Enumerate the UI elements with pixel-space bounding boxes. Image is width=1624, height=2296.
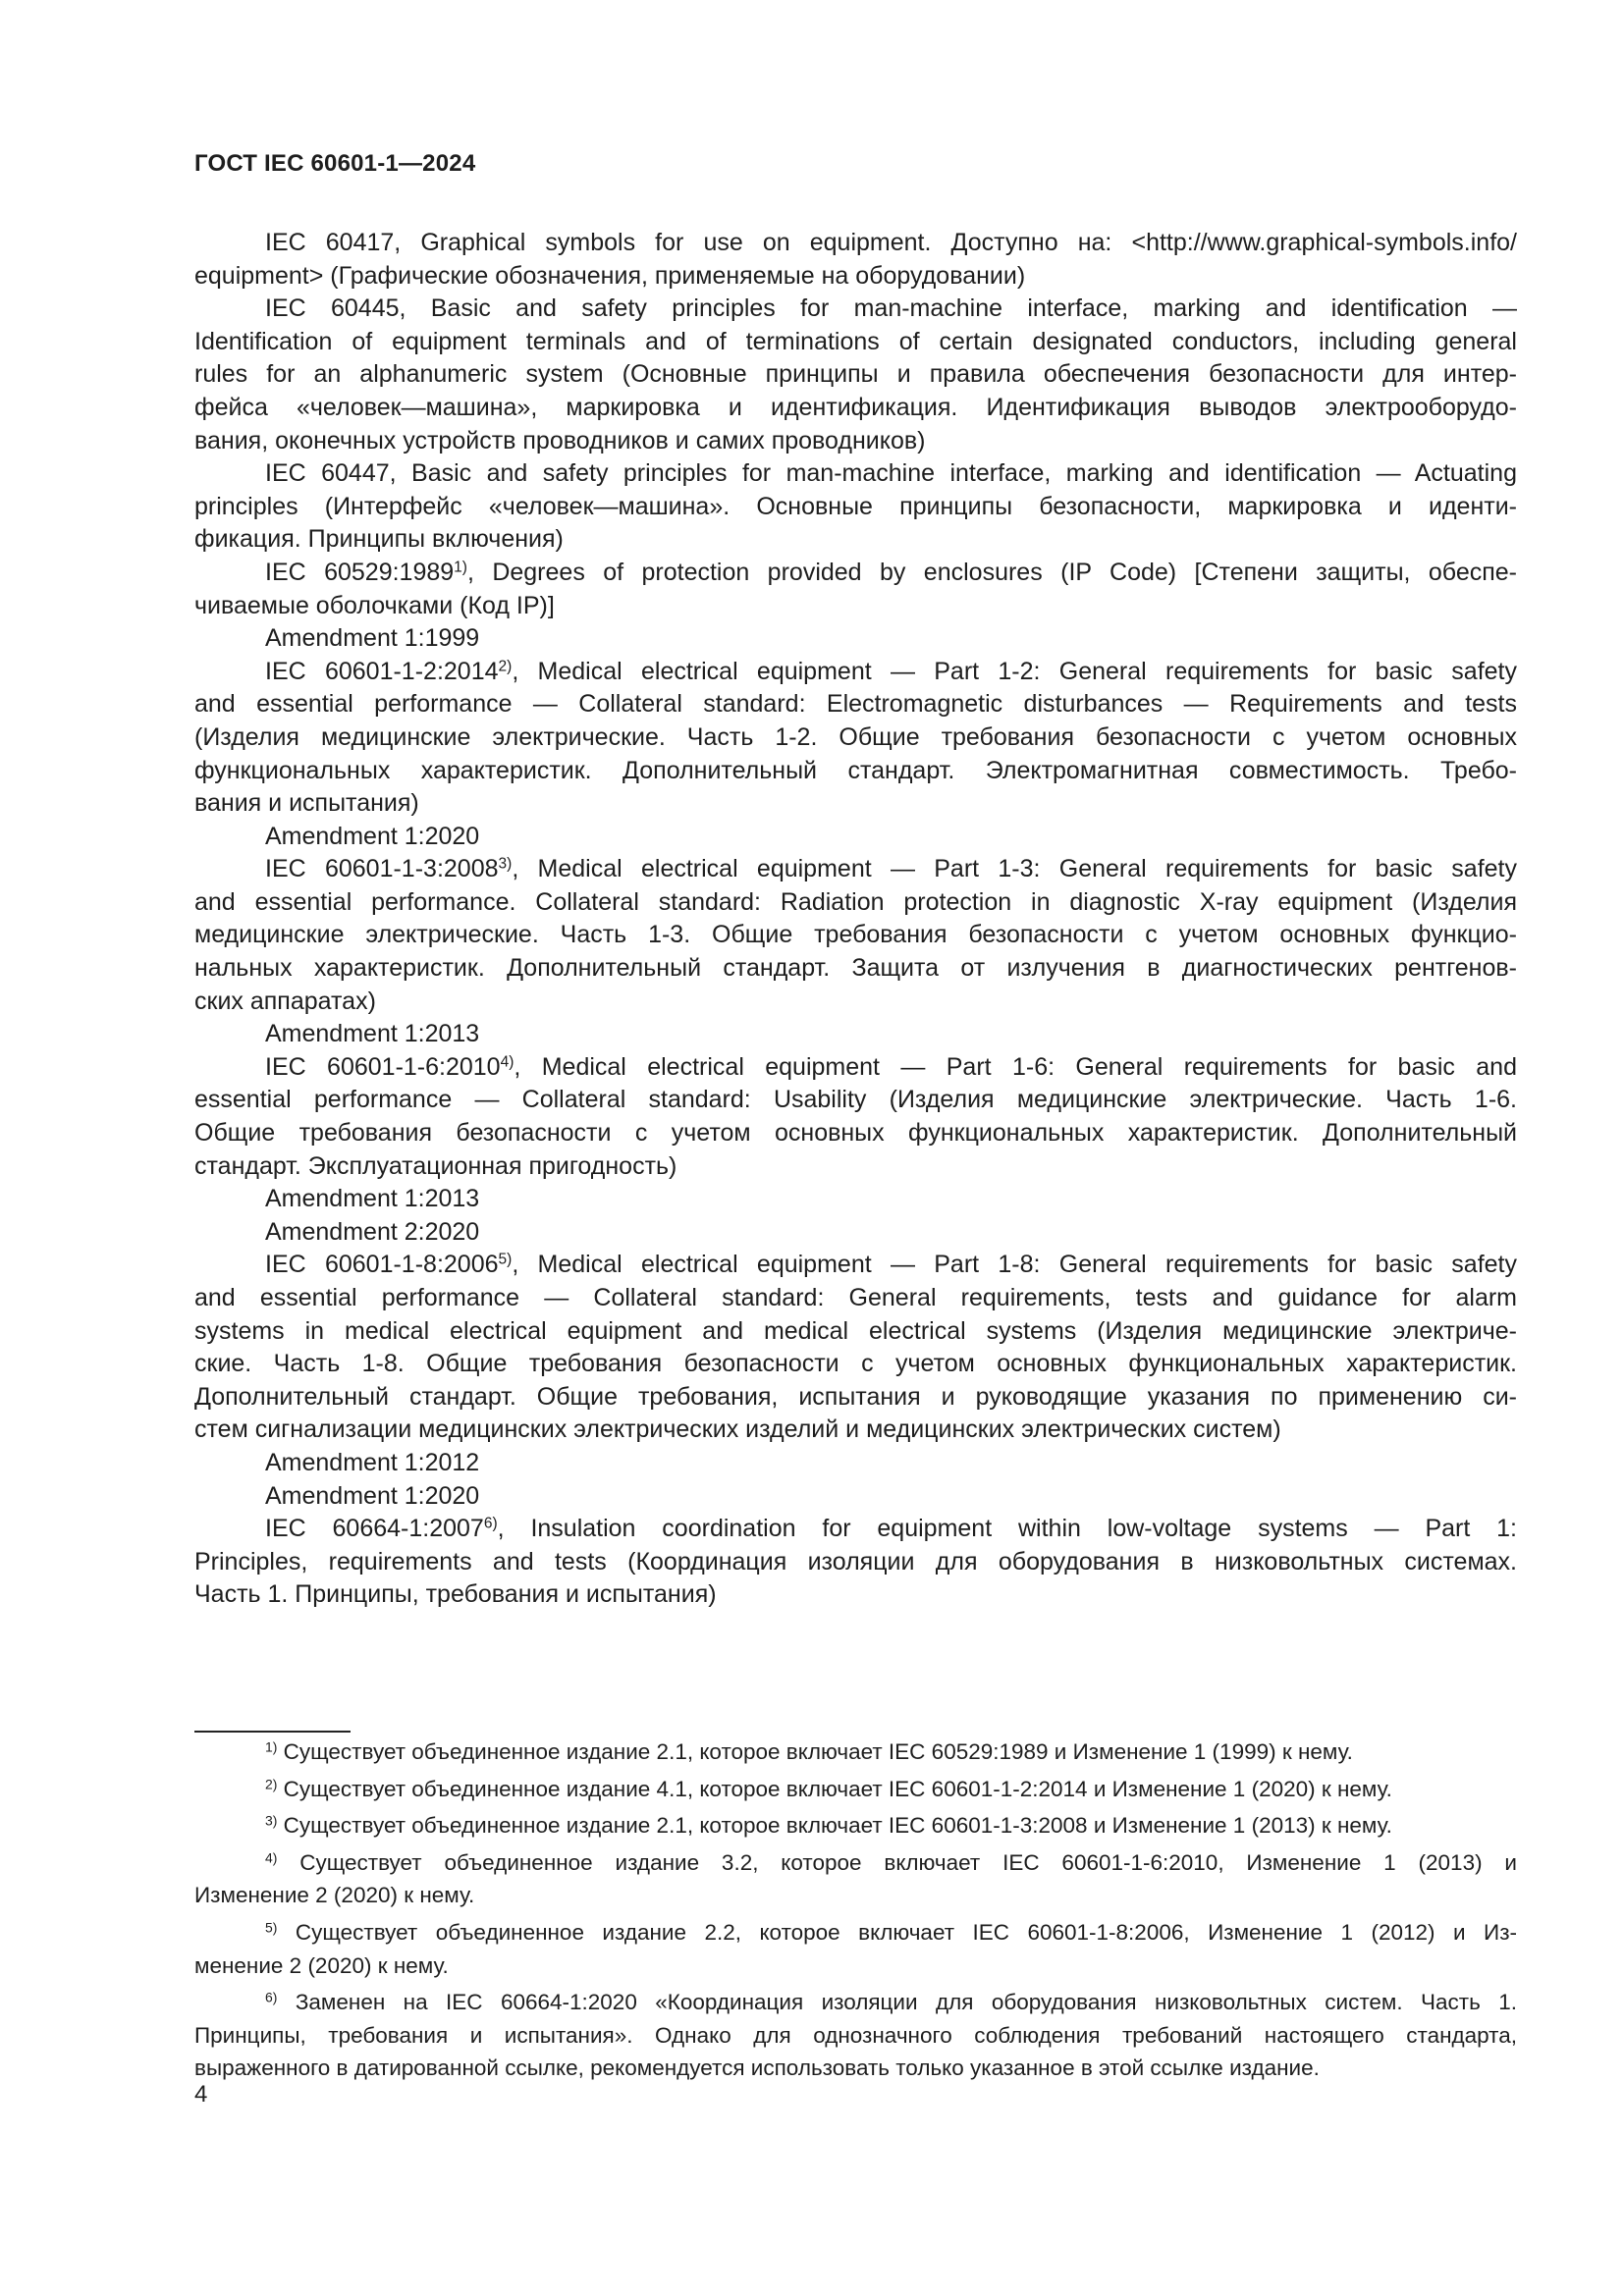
text-line: функциональных характеристик. Дополнительный стандарт. Электромагнитная совместимость. Требо- <box>194 756 1517 784</box>
text-line: Amendment 1:2012 <box>265 1448 480 1476</box>
reference-paragraph <box>194 1249 1517 1447</box>
text-segment: , Insulation coordination for equipment within low-voltage systems — Part 1: <box>497 1515 1517 1543</box>
text-line <box>194 1846 1517 1880</box>
text-line: Amendment 1:2020 <box>265 822 480 850</box>
footnote <box>194 1735 1517 1769</box>
reference-paragraph <box>194 821 1517 854</box>
reference-paragraph <box>194 1447 1517 1480</box>
text-line: Identification of equipment terminals and of terminations of certain designated conductors, including general <box>194 327 1517 355</box>
reference-paragraph <box>194 227 1517 293</box>
reference-paragraph <box>194 622 1517 656</box>
text-line: менение 2 (2020) к нему. <box>194 1952 449 1978</box>
footnote <box>194 1986 1517 2085</box>
text-line: стем сигнализации медицинских электрических изделий и медицинских электрических систем) <box>194 1415 1281 1444</box>
footnote-ref: 4) <box>500 1053 514 1071</box>
text-line: Amendment 1:2013 <box>265 1185 480 1213</box>
text-line: Дополнительный стандарт. Общие требования, испытания и руководящие указания по применению си- <box>194 1382 1517 1411</box>
text-line <box>194 656 1517 689</box>
text-line: and essential performance — Collateral standard: General requirements, tests and guidance for alarm <box>194 1284 1517 1311</box>
text-line: фейса «человек—машина», маркировка и идентификация. Идентификация выводов электрооборудо- <box>194 393 1517 421</box>
footnote-ref: 4) <box>265 1849 278 1866</box>
text-line: стандарт. Эксплуатационная пригодность) <box>194 1151 677 1180</box>
text-line: ских аппаратах) <box>194 987 376 1015</box>
reference-paragraph <box>194 853 1517 1018</box>
text-line <box>194 1735 1517 1769</box>
reference-paragraph <box>194 557 1517 622</box>
text-segment: , Degrees of protection provided by enclosures (IP Code) [Степени защиты, обеспе- <box>466 558 1517 586</box>
footnote-separator <box>194 1731 351 1733</box>
text-line: выраженного в датированной ссылке, рекомендуется использовать только указанное в этой ссылке издание. <box>194 2056 1320 2081</box>
footnote-ref: 3) <box>265 1812 278 1829</box>
text-segment: IEC 60601-1-3:2008 <box>265 855 499 883</box>
text-line: (Изделия медицинские электрические. Часть 1-2. Общие требования безопасности с учетом основных <box>194 722 1517 751</box>
text-line <box>194 1773 1517 1806</box>
text-line: and essential performance. Collateral standard: Radiation protection in diagnostic X-ray equipment (Изделия <box>194 887 1517 916</box>
text-line: Principles, requirements and tests (Координация изоляции для оборудования в низковольтных системах. <box>194 1547 1517 1575</box>
text-line: Изменение 2 (2020) к нему. <box>194 1883 475 1908</box>
text-line: IEC 60445, Basic and safety principles for man-machine interface, marking and identification — <box>265 294 1517 323</box>
text-line <box>194 1809 1517 1842</box>
text-line <box>194 1916 1517 1949</box>
text-line: Часть 1. Принципы, требования и испытания) <box>194 1580 717 1609</box>
footnote-ref: 3) <box>498 855 513 873</box>
text-segment: Существует объединенное издание 3.2, которое включает IEC 60601-1-6:2010, Изменение 1 (2013) и <box>277 1849 1517 1875</box>
text-line: Amendment 2:2020 <box>265 1217 480 1246</box>
text-line: нальных характеристик. Дополнительный стандарт. Защита от излучения в диагностических рентгенов- <box>194 954 1517 983</box>
text-line <box>194 853 1517 886</box>
reference-paragraph <box>194 1018 1517 1051</box>
footnote <box>194 1773 1517 1806</box>
text-line: rules for an alphanumeric system (Основные принципы и правила обеспечения безопасности для интер- <box>194 360 1517 389</box>
text-line: essential performance — Collateral standard: Usability (Изделия медицинские электрические. Часть 1-6. <box>194 1086 1517 1114</box>
text-line <box>194 1513 1517 1546</box>
text-segment: IEC 60601-1-2:2014 <box>265 657 499 685</box>
text-line <box>194 1051 1517 1085</box>
text-segment: IEC 60601-1-6:2010 <box>265 1052 501 1081</box>
text-line: principles (Интерфейс «человек—машина». Основные принципы безопасности, маркировка и иденти- <box>194 492 1517 520</box>
footnote <box>194 1846 1517 1912</box>
footnote-ref: 2) <box>265 1775 278 1791</box>
text-segment: IEC 60601-1-8:2006 <box>265 1251 499 1279</box>
reference-paragraph <box>194 457 1517 557</box>
footnote-ref: 2) <box>498 658 513 675</box>
reference-paragraph <box>194 656 1517 821</box>
text-line: ские. Часть 1-8. Общие требования безопасности с учетом основных функциональных характеристик. <box>194 1350 1517 1378</box>
document-header-title: ГОСТ IEC 60601-1—2024 <box>194 150 476 177</box>
page-number: 4 <box>194 2081 208 2108</box>
normative-references-body <box>194 227 1517 1612</box>
text-line <box>194 1249 1517 1282</box>
text-segment: Существует объединенное издание 4.1, которое включает IEC 60601-1-2:2014 и Изменение 1 (2020) к нему. <box>277 1776 1392 1801</box>
text-segment: , Medical electrical equipment — Part 1-3: General requirements for basic safety <box>512 855 1517 883</box>
reference-paragraph <box>194 293 1517 457</box>
text-line: Amendment 1:2013 <box>265 1020 480 1048</box>
text-line: чиваемые оболочками (Код IP)] <box>194 591 555 619</box>
footnote-ref: 6) <box>265 1989 278 2005</box>
footnote-ref: 6) <box>483 1515 498 1532</box>
text-segment: Существует объединенное издание 2.1, которое включает IEC 60601-1-3:2008 и Изменение 1 (2013) к нему. <box>277 1813 1392 1839</box>
reference-paragraph <box>194 1513 1517 1612</box>
text-line <box>194 1986 1517 2019</box>
text-line: Amendment 1:2020 <box>265 1481 480 1510</box>
text-line <box>194 557 1517 590</box>
text-line: and essential performance — Collateral standard: Electromagnetic disturbances — Requirements and tests <box>194 690 1517 719</box>
text-line: вания, оконечных устройств проводников и самих проводников) <box>194 426 926 454</box>
reference-paragraph <box>194 1216 1517 1250</box>
footnote <box>194 1916 1517 1982</box>
text-line: Принципы, требования и испытания». Однако для однозначного соблюдения требований настоящего стандарта, <box>194 2022 1517 2048</box>
text-line: медицинские электрические. Часть 1-3. Общие требования безопасности с учетом основных функцио- <box>194 921 1517 949</box>
footnote-ref: 5) <box>498 1251 513 1268</box>
text-line: вания и испытания) <box>194 789 419 818</box>
text-segment: , Medical electrical equipment — Part 1-2: General requirements for basic safety <box>512 657 1517 685</box>
footnote-ref: 1) <box>454 559 467 576</box>
reference-paragraph <box>194 1051 1517 1183</box>
text-line: Общие требования безопасности с учетом основных функциональных характеристик. Дополнительный <box>194 1119 1517 1148</box>
footnote <box>194 1809 1517 1842</box>
footnotes <box>194 1735 1517 2089</box>
text-segment: IEC 60664-1:2007 <box>265 1515 484 1543</box>
text-segment: Заменен на IEC 60664-1:2020 «Координация изоляции для оборудования низковольтных систем. Часть 1. <box>277 1990 1517 2015</box>
text-line: фикация. Принципы включения) <box>194 525 564 554</box>
footnote-ref: 1) <box>265 1738 278 1755</box>
text-line: equipment> (Графические обозначения, применяемые на оборудовании) <box>194 261 1026 290</box>
text-line: Amendment 1:1999 <box>265 624 480 653</box>
reference-paragraph <box>194 1183 1517 1216</box>
reference-paragraph <box>194 1480 1517 1514</box>
text-line: IEC 60417, Graphical symbols for use on equipment. Доступно на: <http://www.graphical-symbols.info/ <box>265 229 1517 256</box>
text-segment: Существует объединенное издание 2.2, которое включает IEC 60601-1-8:2006, Изменение 1 (2012) и Из- <box>277 1919 1517 1945</box>
footnote-ref: 5) <box>265 1919 278 1936</box>
text-line: IEC 60447, Basic and safety principles for man-machine interface, marking and identification — Actuating <box>265 459 1517 488</box>
text-segment: Существует объединенное издание 2.1, которое включает IEC 60529:1989 и Изменение 1 (1999) к нему. <box>277 1739 1353 1764</box>
text-segment: IEC 60529:1989 <box>265 558 455 586</box>
text-line: systems in medical electrical equipment and medical electrical systems (Изделия медицинские электриче- <box>194 1316 1517 1345</box>
text-segment: , Medical electrical equipment — Part 1-6: General requirements for basic and <box>514 1052 1517 1081</box>
text-segment: , Medical electrical equipment — Part 1-8: General requirements for basic safety <box>512 1251 1517 1279</box>
